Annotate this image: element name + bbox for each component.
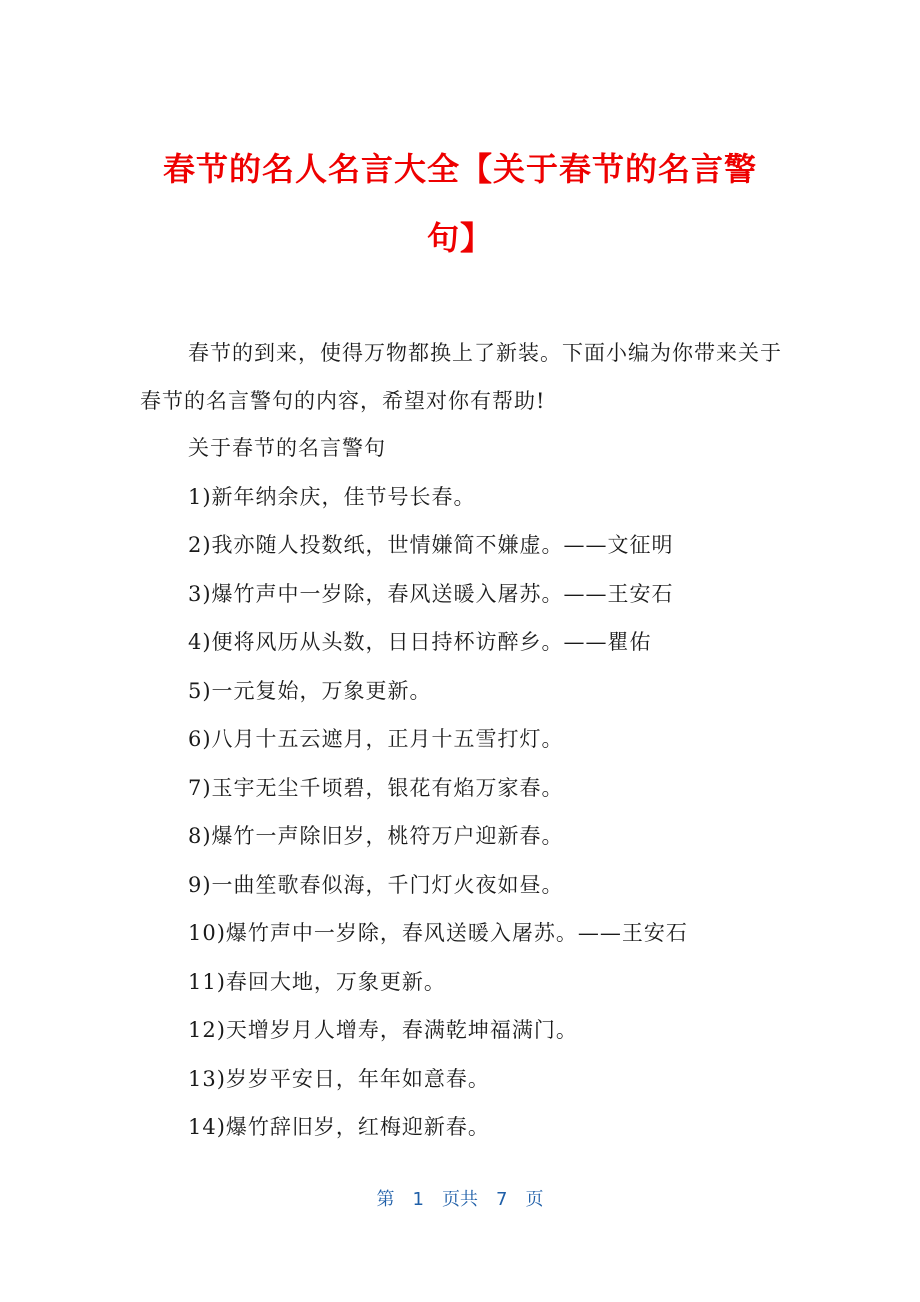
- page-footer: [0, 1185, 920, 1211]
- list-item: 4)便将风历从头数，日日持杯访醉乡。——瞿佑: [188, 630, 652, 654]
- list-item: 9)一曲笙歌春似海，千门灯火夜如昼。: [188, 872, 564, 897]
- footer-page-suffix: 页: [525, 1189, 544, 1210]
- document-title-line-2: 句】: [426, 219, 493, 257]
- list-item: 8)爆竹一声除旧岁，桃符万户迎新春。: [188, 824, 564, 848]
- list-item: 7)玉宇无尘千顷碧，银花有焰万家春。: [188, 775, 564, 800]
- list-item: 10)爆竹声中一岁除，春风送暖入屠苏。——王安石: [188, 921, 688, 945]
- quote-list: [188, 424, 808, 1152]
- list-item: 6)八月十五云遮月，正月十五雪打灯。: [188, 727, 564, 751]
- list-item: 3)爆竹声中一岁除，春风送暖入屠苏。——王安石: [188, 581, 674, 606]
- list-item: 1)新年纳余庆，佳节号长春。: [188, 484, 476, 509]
- list-item: 11)春回大地，万象更新。: [188, 969, 446, 994]
- list-item: 5)一元复始，万象更新。: [188, 678, 432, 703]
- list-item: 2)我亦随人投数纸，世情嫌简不嫌虚。——文征明: [188, 533, 674, 557]
- footer-page-middle: 页共: [442, 1189, 478, 1210]
- list-item: 14)爆竹辞旧岁，红梅迎新春。: [188, 1115, 490, 1139]
- footer-total-pages: 7: [496, 1189, 508, 1210]
- footer-current-page: 1: [412, 1189, 424, 1210]
- footer-page-prefix: 第: [376, 1189, 395, 1210]
- document-title-line-1: 春节的名人名言大全【关于春节的名言警: [162, 150, 757, 188]
- list-item: 13)岁岁平安日，年年如意春。: [188, 1066, 490, 1091]
- list-item: 12)天增岁月人增寿，春满乾坤福满门。: [188, 1018, 578, 1042]
- intro-paragraph: 春节的到来，使得万物都换上了新装。下面小编为你带来关于春节的名言警句的内容，希望对你有帮助!: [140, 341, 782, 413]
- section-heading: 关于春节的名言警句: [188, 436, 386, 460]
